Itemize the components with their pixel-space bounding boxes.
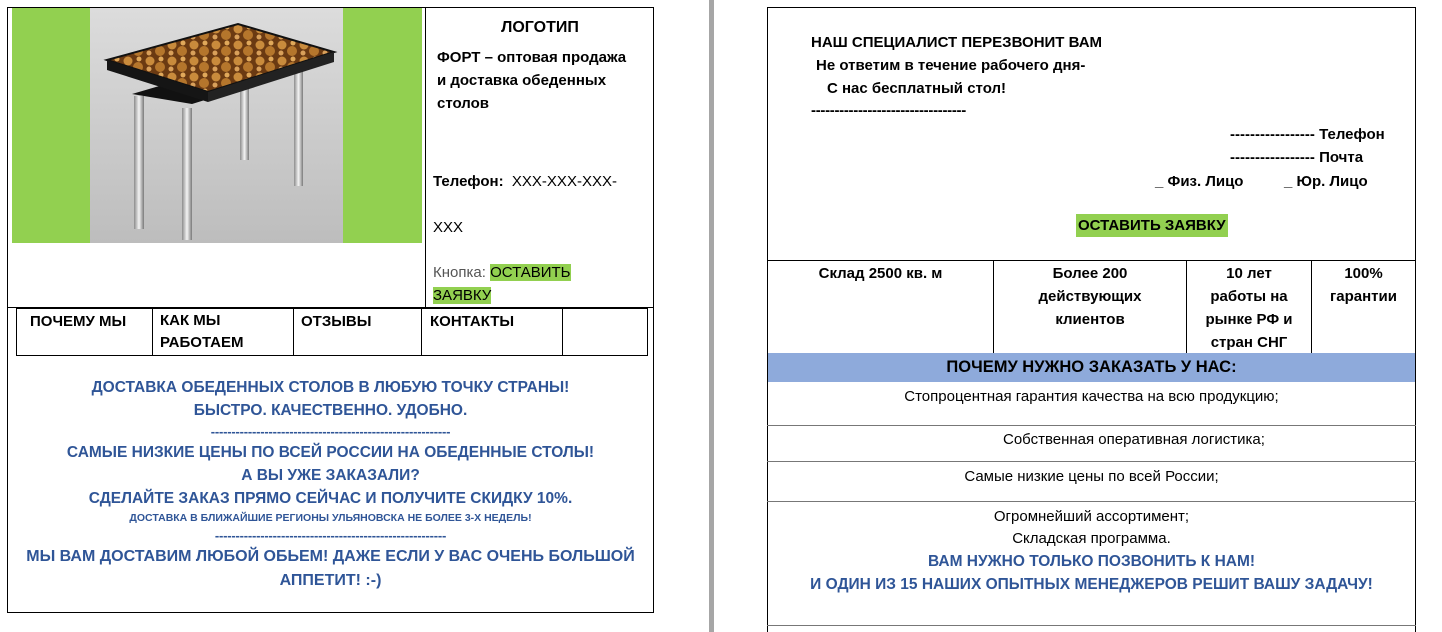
promo-line: СДЕЛАЙТЕ ЗАКАЗ ПРЯМО СЕЙЧАС И ПОЛУЧИТЕ СКИДКУ 10%. (88, 490, 573, 507)
stats-top (767, 260, 1416, 261)
phone-label: Телефон: (433, 173, 504, 190)
callback-dashes: --------------------------------- (811, 102, 966, 119)
reason-prices: Самые низкие цены по всей России; (964, 468, 1219, 485)
phone-field[interactable]: ----------------- Телефон (1230, 126, 1385, 143)
frame-right (1415, 7, 1416, 632)
button-caption (433, 261, 571, 284)
promo-divider: -------------------------------------------------------- (214, 528, 447, 543)
frame-right (653, 7, 654, 613)
table-illustration (12, 8, 422, 243)
nav-why-us[interactable]: ПОЧЕМУ МЫ (30, 313, 127, 330)
stat-text: 100% (1344, 265, 1383, 282)
submit-button[interactable]: ОСТАВИТЬ ЗАЯВКУ (1076, 214, 1228, 237)
callback-offer: С нас бесплатный стол! (827, 80, 1007, 97)
stat-text: клиентов (1055, 311, 1125, 328)
stat-years (1187, 262, 1311, 354)
stat-text: работы на (1210, 288, 1288, 305)
promo-line: БЫСТРО. КАЧЕСТВЕННО. УДОБНО. (193, 402, 468, 419)
stat-text: действующих (1038, 288, 1142, 305)
order-button[interactable]: ОСТАВИТЬ (490, 264, 571, 281)
cta-managers: И ОДИН ИЗ 15 НАШИХ ОПЫТНЫХ МЕНЕДЖЕРОВ РЕШИТ ВАШУ ЗАДАЧУ! (810, 576, 1373, 593)
stat-text: рынке РФ и (1205, 311, 1293, 328)
company-line: ФОРТ – оптовая продажа (437, 49, 627, 66)
company-line: столов (437, 95, 489, 112)
email-field[interactable]: ----------------- Почта (1230, 149, 1364, 166)
stat-warehouse (768, 262, 993, 285)
phone-value[interactable]: XXX-XXX-XXX- (511, 173, 617, 190)
nav-sep (421, 308, 422, 356)
phone-block (433, 170, 617, 193)
reason-guarantee: Стопроцентная гарантия качества на всю продукцию; (904, 388, 1279, 405)
why-us-heading: ПОЧЕМУ НУЖНО ЗАКАЗАТЬ У НАС: (768, 353, 1415, 382)
nav-sep (562, 308, 563, 356)
promo-line: МЫ ВАМ ДОСТАВИМ ЛЮБОЙ ОБЬЕМ! ДАЖЕ ЕСЛИ У ВАС ОЧЕНЬ БОЛЬШОЙ (26, 548, 635, 565)
frame-bottom (7, 612, 654, 613)
logo-placeholder: ЛОГОТИП (501, 19, 579, 36)
stat-text: стран СНГ (1210, 334, 1288, 351)
nav-bottom (16, 355, 648, 356)
stat-text: 10 лет (1226, 265, 1272, 282)
row-line (767, 625, 1416, 626)
nav-sep (16, 308, 17, 356)
callback-subtitle: Не ответим в течение рабочего дня- (816, 57, 1086, 74)
nav-how-line: КАК МЫ (160, 312, 221, 329)
header-divider (425, 7, 426, 307)
nav-sep (152, 308, 153, 356)
row-line (767, 461, 1416, 462)
stat-text: Склад 2500 кв. м (818, 265, 943, 282)
reason-warehouse-program: Складская программа. (1012, 530, 1171, 547)
nav-how-we-work[interactable] (160, 310, 244, 354)
stat-guarantee (1312, 262, 1415, 308)
promo-small-line: ДОСТАВКА В БЛИЖАЙШИЕ РЕГИОНЫ УЛЬЯНОВСКА НЕ БОЛЕЕ 3-Х НЕДЕЛЬ! (129, 512, 532, 524)
row-line (767, 425, 1416, 426)
nav-sep (293, 308, 294, 356)
nav-contacts[interactable]: КОНТАКТЫ (430, 313, 515, 330)
company-description (437, 46, 652, 115)
option-individual[interactable]: _ Физ. Лицо (1155, 173, 1244, 190)
frame-top (767, 7, 1416, 8)
cta-call: ВАМ НУЖНО ТОЛЬКО ПОЗВОНИТЬ К НАМ! (927, 553, 1256, 570)
order-button-label[interactable]: ЗАЯВКУ (433, 287, 492, 304)
nav-sep (647, 308, 648, 356)
option-legal-entity[interactable]: _ Юр. Лицо (1284, 173, 1368, 190)
phone-value-continued[interactable]: XXX (433, 219, 464, 236)
promo-divider: ---------------------------------------------------------- (210, 424, 451, 439)
nav-reviews[interactable]: ОТЗЫВЫ (301, 313, 372, 330)
promo-line: ДОСТАВКА ОБЕДЕННЫХ СТОЛОВ В ЛЮБУЮ ТОЧКУ СТРАНЫ! (91, 379, 570, 396)
reason-assortment: Огромнейший ассортимент; (993, 508, 1190, 525)
nav-top (16, 308, 648, 309)
page-divider (709, 0, 714, 632)
stat-text: Более 200 (1052, 265, 1128, 282)
promo-line: АППЕТИТ! :-) (279, 572, 382, 589)
order-button-continued[interactable] (433, 284, 491, 307)
callback-title: НАШ СПЕЦИАЛИСТ ПЕРЕЗВОНИТ ВАМ (811, 34, 1103, 51)
company-line: и доставка обеденных (437, 72, 607, 89)
button-label: Кнопка: (433, 264, 486, 281)
row-line (767, 501, 1416, 502)
promo-block (8, 376, 653, 592)
nav-how-line: РАБОТАЕМ (160, 334, 244, 351)
reason-logistics: Собственная оперативная логистика; (1003, 431, 1265, 448)
promo-line: САМЫЕ НИЗКИЕ ЦЕНЫ ПО ВСЕЙ РОССИИ НА ОБЕДЕННЫЕ СТОЛЫ! (66, 444, 595, 461)
stat-clients (994, 262, 1186, 331)
stat-text: гарантии (1330, 288, 1397, 305)
product-image (12, 8, 422, 243)
promo-line: А ВЫ УЖЕ ЗАКАЗАЛИ? (241, 467, 420, 484)
